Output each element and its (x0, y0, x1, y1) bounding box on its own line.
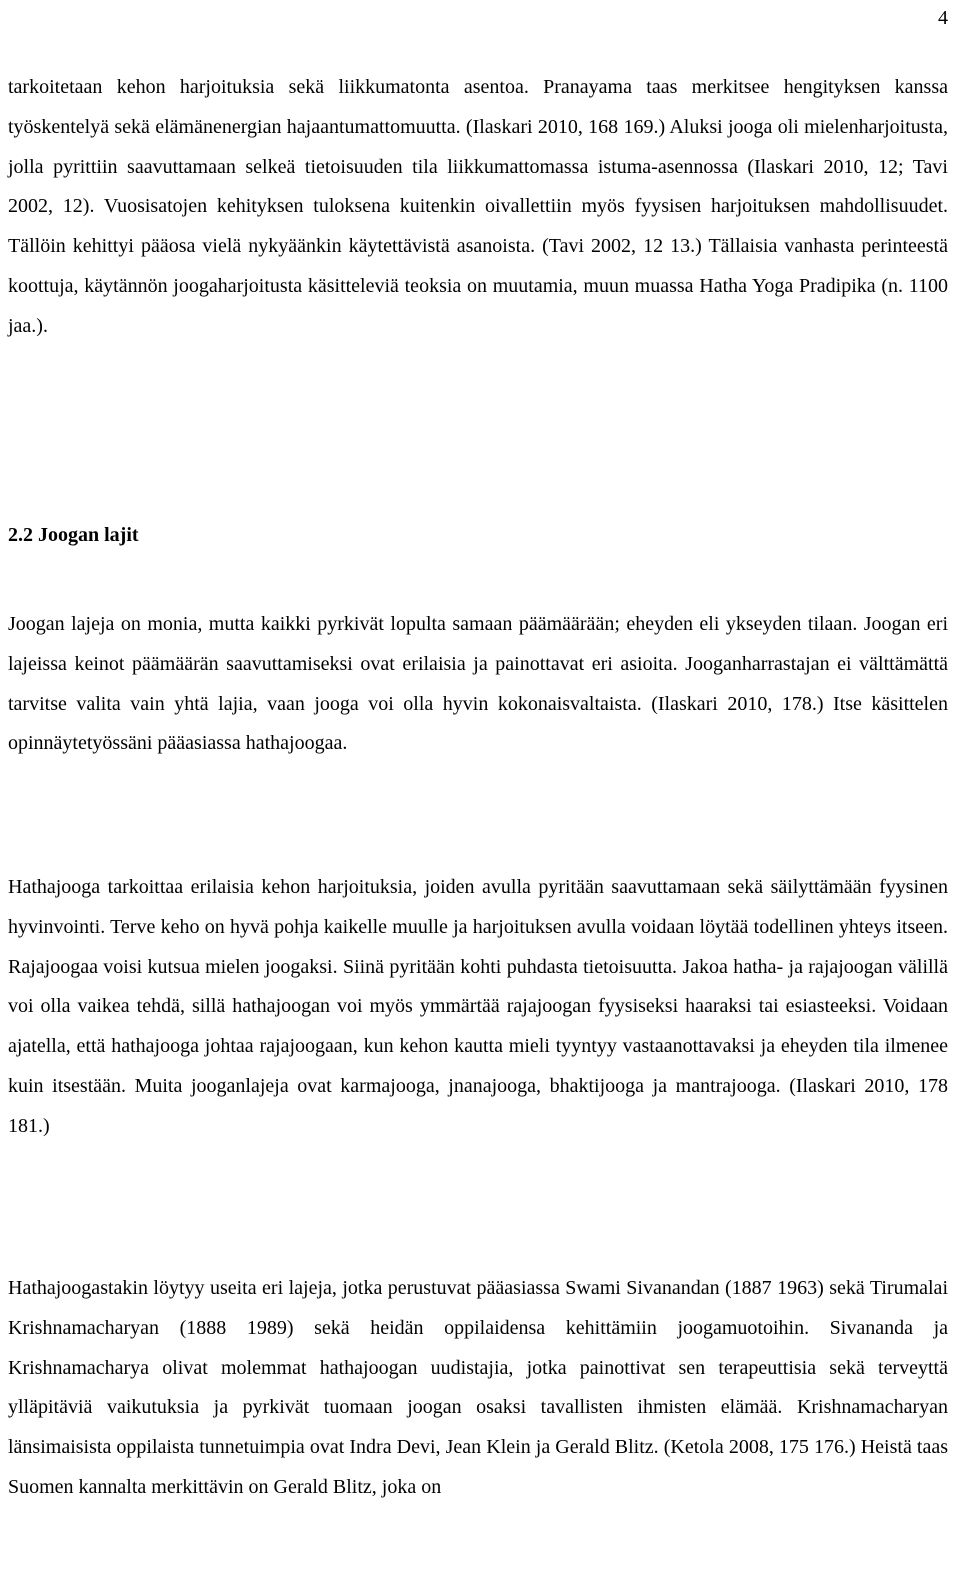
paragraph-3: Hathajooga tarkoittaa erilaisia kehon harjoituksia, joiden avulla pyritään saavuttamaan sekä säilyttämään fyysinen hyvinvointi. Terve keho on hyvä pohja kaikelle muulle ja harjoituksen avulla voidaan löytää todellinen yhteys itseen. Rajajoogaa voisi kutsua mielen joogaksi. Siinä pyritään kohti puhdasta tietoisuutta. Jakoa hatha- ja rajajoogan välillä voi olla vaikea tehdä, sillä hathajoogan voi myös ymmärtää rajajoogan fyysiseksi haaraksi tai esiasteeksi. Voidaan ajatella, että hathajooga johtaa rajajoogaan, kun kehon kautta mieli tyyntyy vastaanottavaksi ja eheyden tila ilmenee kuin itsestään. Muita jooganlajeja ovat karmajooga, jnanajooga, bhaktijooga ja mantrajooga. (Ilaskari 2010, 178 181.) (8, 876, 948, 1137)
paragraph-1: tarkoitetaan kehon harjoituksia sekä liikkumatonta asentoa. Pranayama taas merkitsee hengityksen kanssa työskentelyä sekä elämänenergian hajaantumattomuutta. (Ilaskari 2010, 168 169.) Aluksi jooga oli mielenharjoitusta, jolla pyrittiin saavuttamaan selkeä tietoisuuden tila liikkumattomassa istuma-asennossa (Ilaskari 2010, 12; Tavi 2002, 12). Vuosisatojen kehityksen tuloksena kuitenkin oivallettiin myös fyysisen harjoituksen mahdollisuudet. Tällöin kehittyi pääosa vielä nykyäänkin käytettävistä asanoista. (Tavi 2002, 12 13.) Tällaisia vanhasta perinteestä koottuja, käytännön joogaharjoitusta käsitteleviä teoksia on muutamia, muun muassa Hatha Yoga Pradipika (n. 1100 jaa.). (8, 76, 948, 337)
page-number: 4 (938, 7, 948, 29)
paragraph-2: Joogan lajeja on monia, mutta kaikki pyrkivät lopulta samaan päämäärään; eheyden eli ykseyden tilaan. Joogan eri lajeissa keinot päämäärän saavuttamiseksi ovat erilaisia ja painottavat eri asioita. Jooganharrastajan ei välttämättä tarvitse valita vain yhtä lajia, vaan jooga voi olla hyvin kokonaisvaltaista. (Ilaskari 2010, 178.) Itse käsittelen opinnäytetyössäni pääasiassa hathajoogaa. (8, 613, 948, 755)
section-heading: 2.2 Joogan lajit (8, 524, 139, 546)
paragraph-4: Hathajoogastakin löytyy useita eri lajeja, jotka perustuvat pääasiassa Swami Sivanandan (1887 1963) sekä Tirumalai Krishnamacharyan (1888 1989) sekä heidän oppilaidensa kehittämiin joogamuotoihin. Sivananda ja Krishnamacharya olivat molemmat hathajoogan uudistajia, jotka painottivat sen terapeuttisia sekä terveyttä ylläpitäviä vaikutuksia ja pyrkivät tuomaan joogan osaksi tavallisten ihmisten elämää. Krishnamacharyan länsimaisista oppilaista tunnetuimpia ovat Indra Devi, Jean Klein ja Gerald Blitz. (Ketola 2008, 175 176.) Heistä taas Suomen kannalta merkittävin on Gerald Blitz, joka on (8, 1277, 948, 1498)
